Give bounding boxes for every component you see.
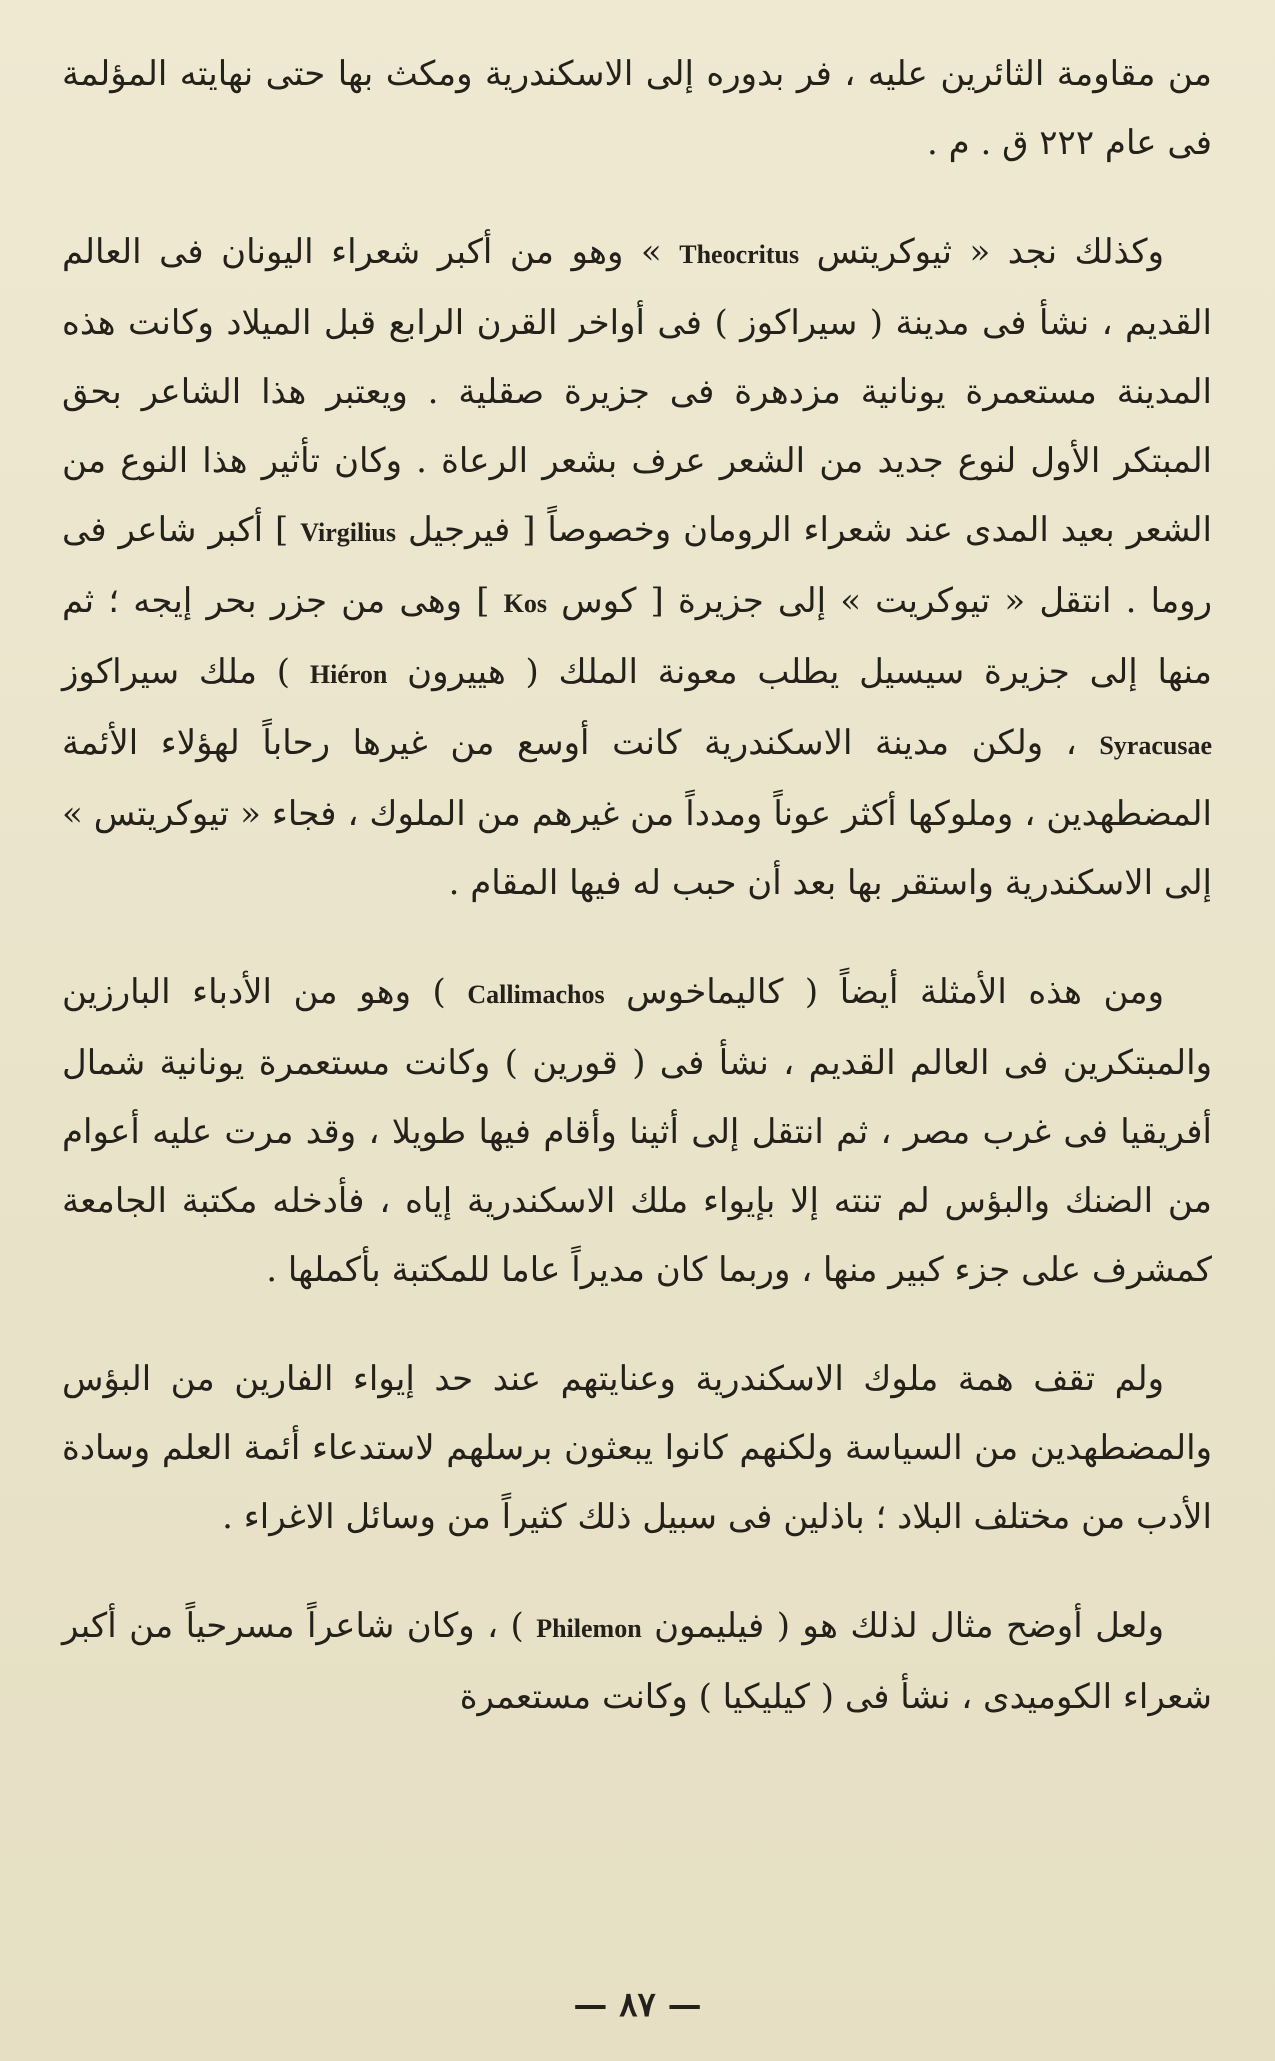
latin-term: Kos: [503, 589, 547, 618]
arabic-text: ولم تقف همة ملوك الاسكندرية وعنايتهم عند حد إيواء الفارين من البؤس والمضطهدين من السياسة ولكنهم كانوا يبعثون برسلهم لاستدعاء أئمة العلم وسادة الأدب من مختلف البلاد ؛ باذلين فى سبيل ذلك كثيراً من وسائل الاغراء .: [62, 1359, 1212, 1537]
arabic-text: ] أكبر شاعر فى روما . انتقل « تيوكريت » إلى جزيرة [ كوس: [62, 510, 1212, 621]
arabic-text: من مقاومة الثائرين عليه ، فر بدوره إلى الاسكندرية ومكث بها حتى نهايته المؤلمة فى عام ٢٢٢ ق . م .: [62, 54, 1212, 163]
paragraph: [62, 40, 1212, 178]
arabic-text: ] وهى من جزر بحر إيجه ؛ ثم منها إلى جزيرة سيسيل يطلب معونة الملك ( هييرون: [62, 581, 1212, 692]
paragraph: [62, 1592, 1212, 1732]
latin-term: Callimachos: [467, 980, 605, 1009]
arabic-text: ) ، وكان شاعراً مسرحياً من أكبر شعراء الكوميدى ، نشأ فى ( كيليكيا ) وكانت مستعمرة: [62, 1606, 1212, 1717]
paragraph: [62, 958, 1212, 1305]
page-number: — ٨٧ —: [573, 1985, 702, 2025]
arabic-text: ولعل أوضح مثال لذلك هو ( فيليمون: [641, 1606, 1164, 1646]
arabic-text: ، ولكن مدينة الاسكندرية كانت أوسع من غيرها رحاباً لهؤلاء الأئمة المضطهدين ، وملوكها أكثر عوناً ومدداً من غيرهم من الملوك ، فجاء « تيوكريتس » إلى الاسكندرية واستقر بها بعد أن حبب له فيها المقام .: [62, 723, 1212, 903]
latin-term: Philemon: [536, 1614, 642, 1643]
latin-term: Virgilius: [300, 518, 397, 547]
latin-term: Theocritus: [679, 240, 800, 269]
arabic-text: » وهو من أكبر شعراء اليونان فى العالم القديم ، نشأ فى مدينة ( سيراكوز ) فى أواخر القرن الرابع قبل الميلاد وكانت هذه المدينة مستعمرة يونانية مزدهرة فى جزيرة صقلية . ويعتبر هذا الشاعر بحق المبتكر الأول لنوع جديد من الشعر عرف بشعر الرعاة . وكان تأثير هذا النوع من الشعر بعيد المدى عند شعراء الرومان وخصوصاً [ فيرجيل: [62, 232, 1212, 550]
arabic-text: وكذلك نجد « ثيوكريتس: [799, 232, 1165, 272]
latin-term: Hiéron: [309, 660, 388, 689]
latin-term: Syracusae: [1099, 731, 1212, 760]
body-text: [62, 40, 1212, 1772]
arabic-text: ومن هذه الأمثلة أيضاً ( كاليماخوس: [604, 972, 1164, 1012]
arabic-text: ) ملك سيراكوز: [62, 652, 310, 692]
paragraph: [62, 1345, 1212, 1552]
paragraph: [62, 218, 1212, 918]
arabic-text: ) وهو من الأدباء البارزين والمبتكرين فى العالم القديم ، نشأ فى ( قورين ) وكانت مستعمرة يونانية شمال أفريقيا فى غرب مصر ، ثم انتقل إلى أثينا وأقام فيها طويلا ، وقد مرت عليه أعوام من الضنك والبؤس لم تنته إلا بإيواء ملك الاسكندرية إياه ، فأدخله مكتبة الجامعة كمشرف على جزء كبير منها ، وربما كان مديراً عاما للمكتبة بأكملها .: [62, 972, 1212, 1290]
